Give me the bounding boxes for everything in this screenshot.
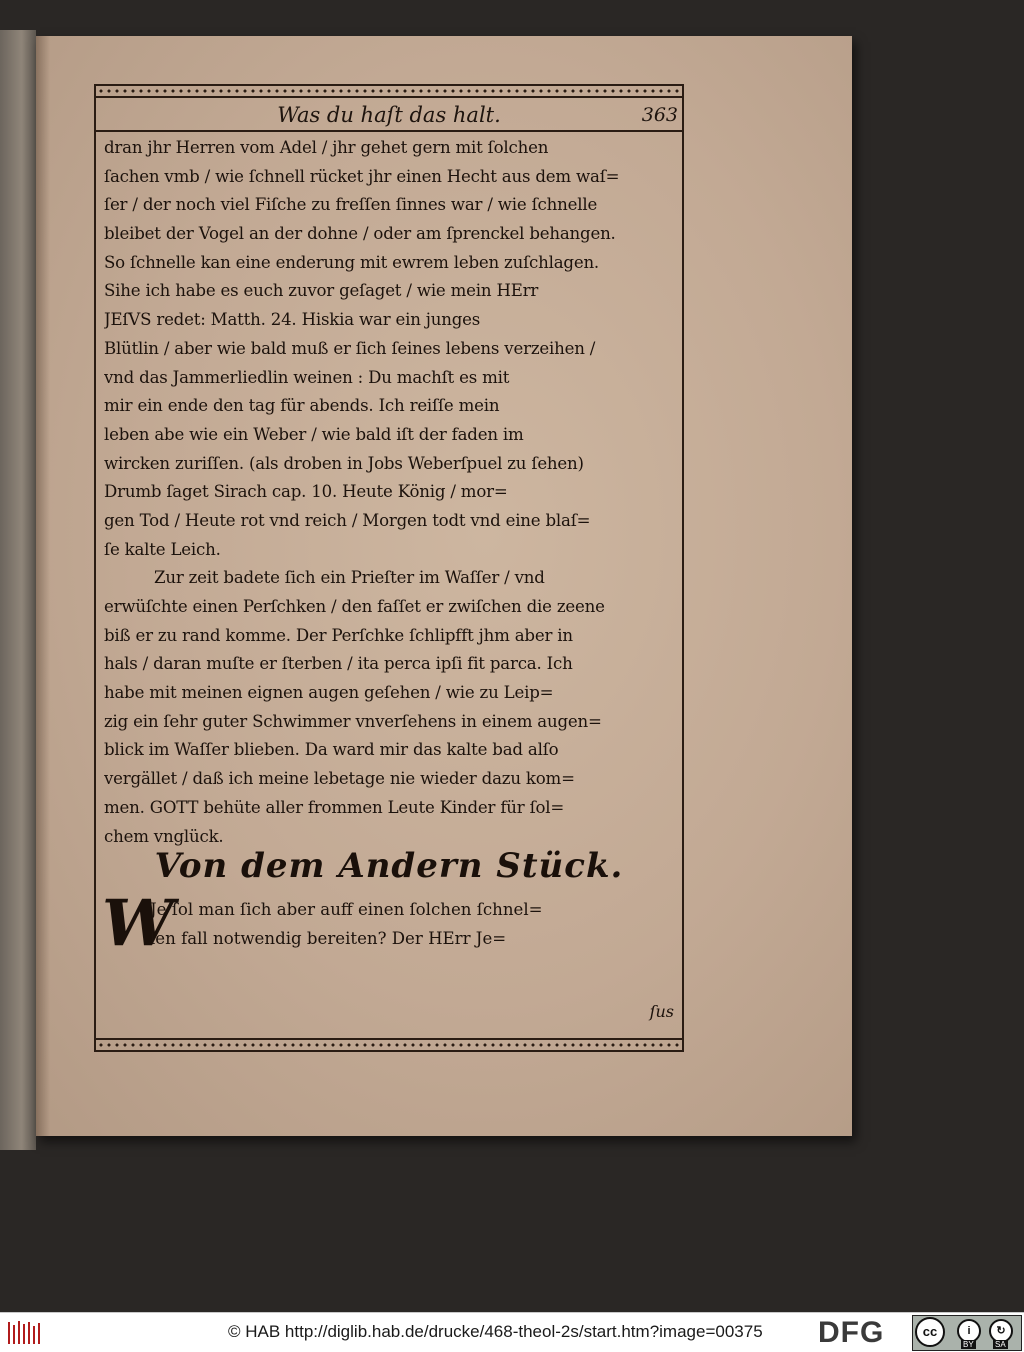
text-line: vnd das Jammerliedlin weinen : Du machſt es mit xyxy=(104,367,510,387)
section-heading: Von dem Andern Stück. xyxy=(154,846,624,886)
share-alike-icon: ↻ xyxy=(989,1319,1013,1343)
cc-by-label: BY xyxy=(963,1340,974,1349)
text-line: biß er zu rand komme. Der Perſchke ſchlipfft jhm aber in xyxy=(104,625,573,645)
text-line: wircken zuriſſen. (als droben in Jobs Weberſpuel zu ſehen) xyxy=(104,453,584,473)
text-line: ſer / der noch viel Fiſche zu freſſen ſinnes war / wie ſchnelle xyxy=(104,195,598,215)
text-line: len fall notwendig bereiten? Der HErr Je= xyxy=(150,928,507,948)
text-line: vergället / daß ich meine lebetage nie wieder dazu kom= xyxy=(104,769,575,789)
text-line: leben abe wie ein Weber / wie bald iſt der faden im xyxy=(104,424,524,444)
text-line: zig ein ſehr guter Schwimmer vnverſehens in einem augen= xyxy=(104,711,602,731)
text-line: So ſchnelle kan eine enderung mit ewrem leben zuſchlagen. xyxy=(104,252,600,272)
section-text xyxy=(150,896,676,953)
page-number: 363 xyxy=(641,104,678,126)
text-line: Zur zeit badete ſich ein Prieſter im Waſſer / vnd xyxy=(154,568,545,588)
cc-icon: cc xyxy=(915,1317,945,1347)
dfg-logo: DFG xyxy=(818,1316,885,1349)
running-head xyxy=(96,102,682,132)
cc-license-badge xyxy=(912,1315,1022,1351)
by-attribution-icon: i xyxy=(957,1319,981,1343)
book-page xyxy=(36,36,852,1136)
text-frame xyxy=(94,84,684,1052)
text-line: blick im Waſſer blieben. Da ward mir das kalte bad alſo xyxy=(104,740,559,760)
previous-page-edge xyxy=(0,30,36,1150)
text-line: habe mit meinen eignen augen geſehen / wie zu Leip= xyxy=(104,683,554,703)
text-line: ſe kalte Leich. xyxy=(104,539,221,559)
text-line: men. GOTT behüte aller frommen Leute Kinder für ſol= xyxy=(104,797,565,817)
text-line: hals / daran muſte er ſterben / ita perca ipſi fit parca. Ich xyxy=(104,654,573,674)
text-line: erwüſchte einen Perſchken / den faſſet er zwiſchen die zeene xyxy=(104,597,605,616)
decorated-initial: W xyxy=(102,886,174,961)
text-line: dran jhr Herren vom Adel / jhr gehet gern mit ſolchen xyxy=(104,138,549,157)
text-line: Je ſol man ſich aber auff einen ſolchen ſchnel= xyxy=(150,900,543,919)
body-text xyxy=(104,134,676,851)
copyright-credit: © HAB http://diglib.hab.de/drucke/468-theol-2s/start.htm?image=00375 xyxy=(228,1322,763,1341)
text-line: gen Tod / Heute rot vnd reich / Morgen todt vnd eine blaſ= xyxy=(104,510,591,530)
cc-sa-label: SA xyxy=(995,1340,1006,1349)
catchword: ſus xyxy=(649,1002,674,1021)
text-line: Drumb ſaget Sirach cap. 10. Heute König / mor= xyxy=(104,482,508,502)
text-line: bleibet der Vogel an der dohne / oder am ſprenckel behangen. xyxy=(104,224,616,244)
text-line: Sihe ich habe es euch zuvor geſaget / wie mein HErr xyxy=(104,281,539,301)
text-line: Blütlin / aber wie bald muß er ſich ſeines lebens verzeihen / xyxy=(104,338,596,358)
text-line: mir ein ende den tag für abends. Ich reiſſe mein xyxy=(104,396,500,416)
running-title: Was du haſt das halt. xyxy=(277,103,501,127)
footer-bar xyxy=(0,1312,1024,1352)
text-line: JEſVS redet: Matth. 24. Hiskia war ein junges xyxy=(104,310,481,330)
ornamental-rule-top xyxy=(96,84,682,98)
hab-logo-icon xyxy=(6,1319,46,1347)
text-line: chem vnglück. xyxy=(104,826,224,846)
ornamental-rule-bottom xyxy=(96,1038,682,1052)
text-line: ſachen vmb / wie ſchnell rücket jhr einen Hecht aus dem waſ= xyxy=(104,166,620,186)
